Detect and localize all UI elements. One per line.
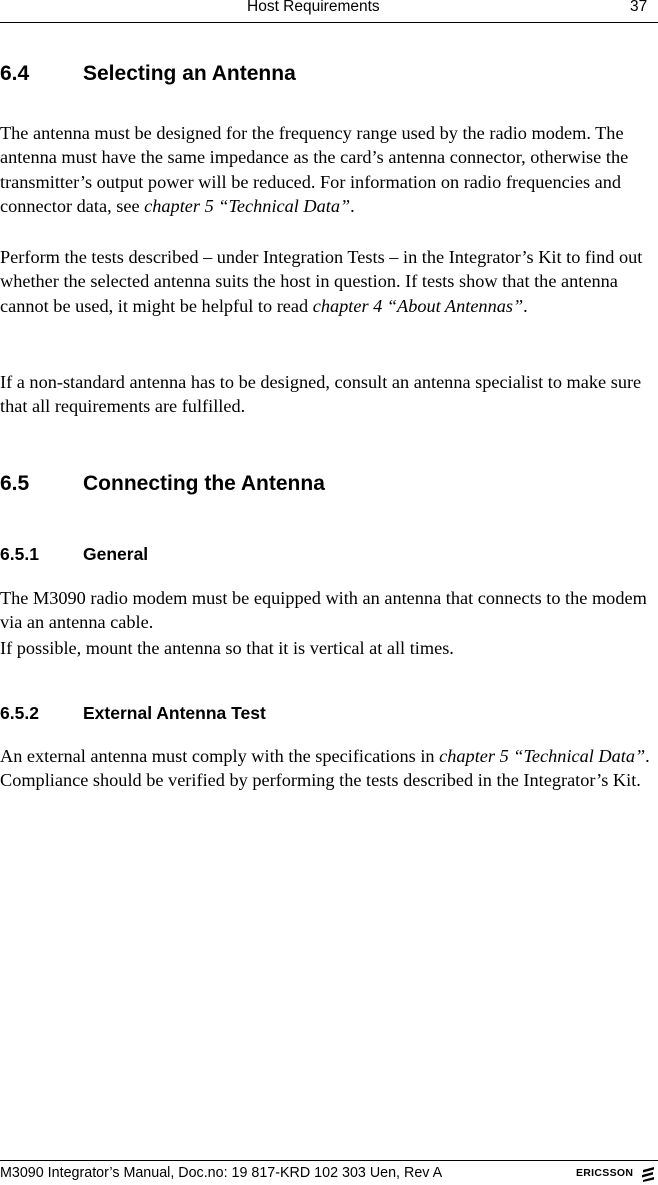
paragraph-text: The antenna must be designed for the frequency range used by the radio modem. The antenna must have the same impedance as the card’s antenna connector, otherwise the transmitter’s output power will be reduced. For information on radio frequencies and connector data, see bbox=[0, 123, 629, 216]
paragraph-mount-vertical: If possible, mount the antenna so that it is vertical at all times. bbox=[0, 638, 454, 658]
paragraph-antenna-cable: The M3090 radio modem must be equipped with an antenna that connects to the modem via an antenna cable. bbox=[0, 588, 647, 633]
chapter-5-reference[interactable]: chapter 5 “Technical Data” bbox=[439, 746, 646, 766]
subsection-title: External Antenna Test bbox=[83, 703, 266, 723]
paragraph-text: . bbox=[523, 295, 528, 316]
section-number: 6.5 bbox=[0, 472, 30, 495]
ericsson-logo bbox=[576, 1166, 658, 1182]
paragraph-antenna-design bbox=[0, 121, 658, 218]
running-header-title: Host Requirements bbox=[247, 0, 380, 15]
footer-rule bbox=[0, 1160, 658, 1161]
paragraph-text: . bbox=[350, 195, 355, 216]
paragraph-text: . Compliance should be verified by performing the tests described in the Integrator’s Kit. bbox=[0, 746, 650, 791]
header-rule bbox=[0, 22, 658, 23]
ericsson-logo-icon bbox=[640, 1166, 656, 1182]
subsection-number: 6.5.1 bbox=[0, 544, 39, 564]
paragraph-text: An external antenna must comply with the specifications in bbox=[0, 746, 440, 766]
footer-document-info: M3090 Integrator’s Manual, Doc.no: 19 817-KRD 102 303 Uen, Rev A bbox=[0, 1165, 443, 1181]
subsection-number: 6.5.2 bbox=[0, 703, 39, 723]
paragraph-perform-tests bbox=[0, 245, 658, 318]
paragraph-text: Perform the tests described – under Integration Tests – in the Integrator’s Kit to find out whether the selected antenna suits the host in question. If tests show that the antenna cannot be used, it might be helpful to read bbox=[0, 247, 643, 316]
subsection-title: General bbox=[83, 544, 149, 564]
paragraph-non-standard-antenna: If a non-standard antenna has to be designed, consult an antenna specialist to make sure that all requirements are fulfilled. bbox=[0, 372, 642, 417]
chapter-4-reference[interactable]: chapter 4 “About Antennas” bbox=[312, 295, 524, 316]
running-header bbox=[0, 0, 658, 24]
paragraph-external-antenna bbox=[0, 744, 658, 793]
section-title: Selecting an Antenna bbox=[83, 62, 296, 85]
page-number: 37 bbox=[630, 0, 648, 15]
chapter-5-reference[interactable]: chapter 5 “Technical Data” bbox=[144, 195, 351, 216]
section-title: Connecting the Antenna bbox=[83, 472, 325, 495]
section-number: 6.4 bbox=[0, 62, 30, 85]
logo-wordmark: ERICSSON bbox=[576, 1167, 634, 1179]
